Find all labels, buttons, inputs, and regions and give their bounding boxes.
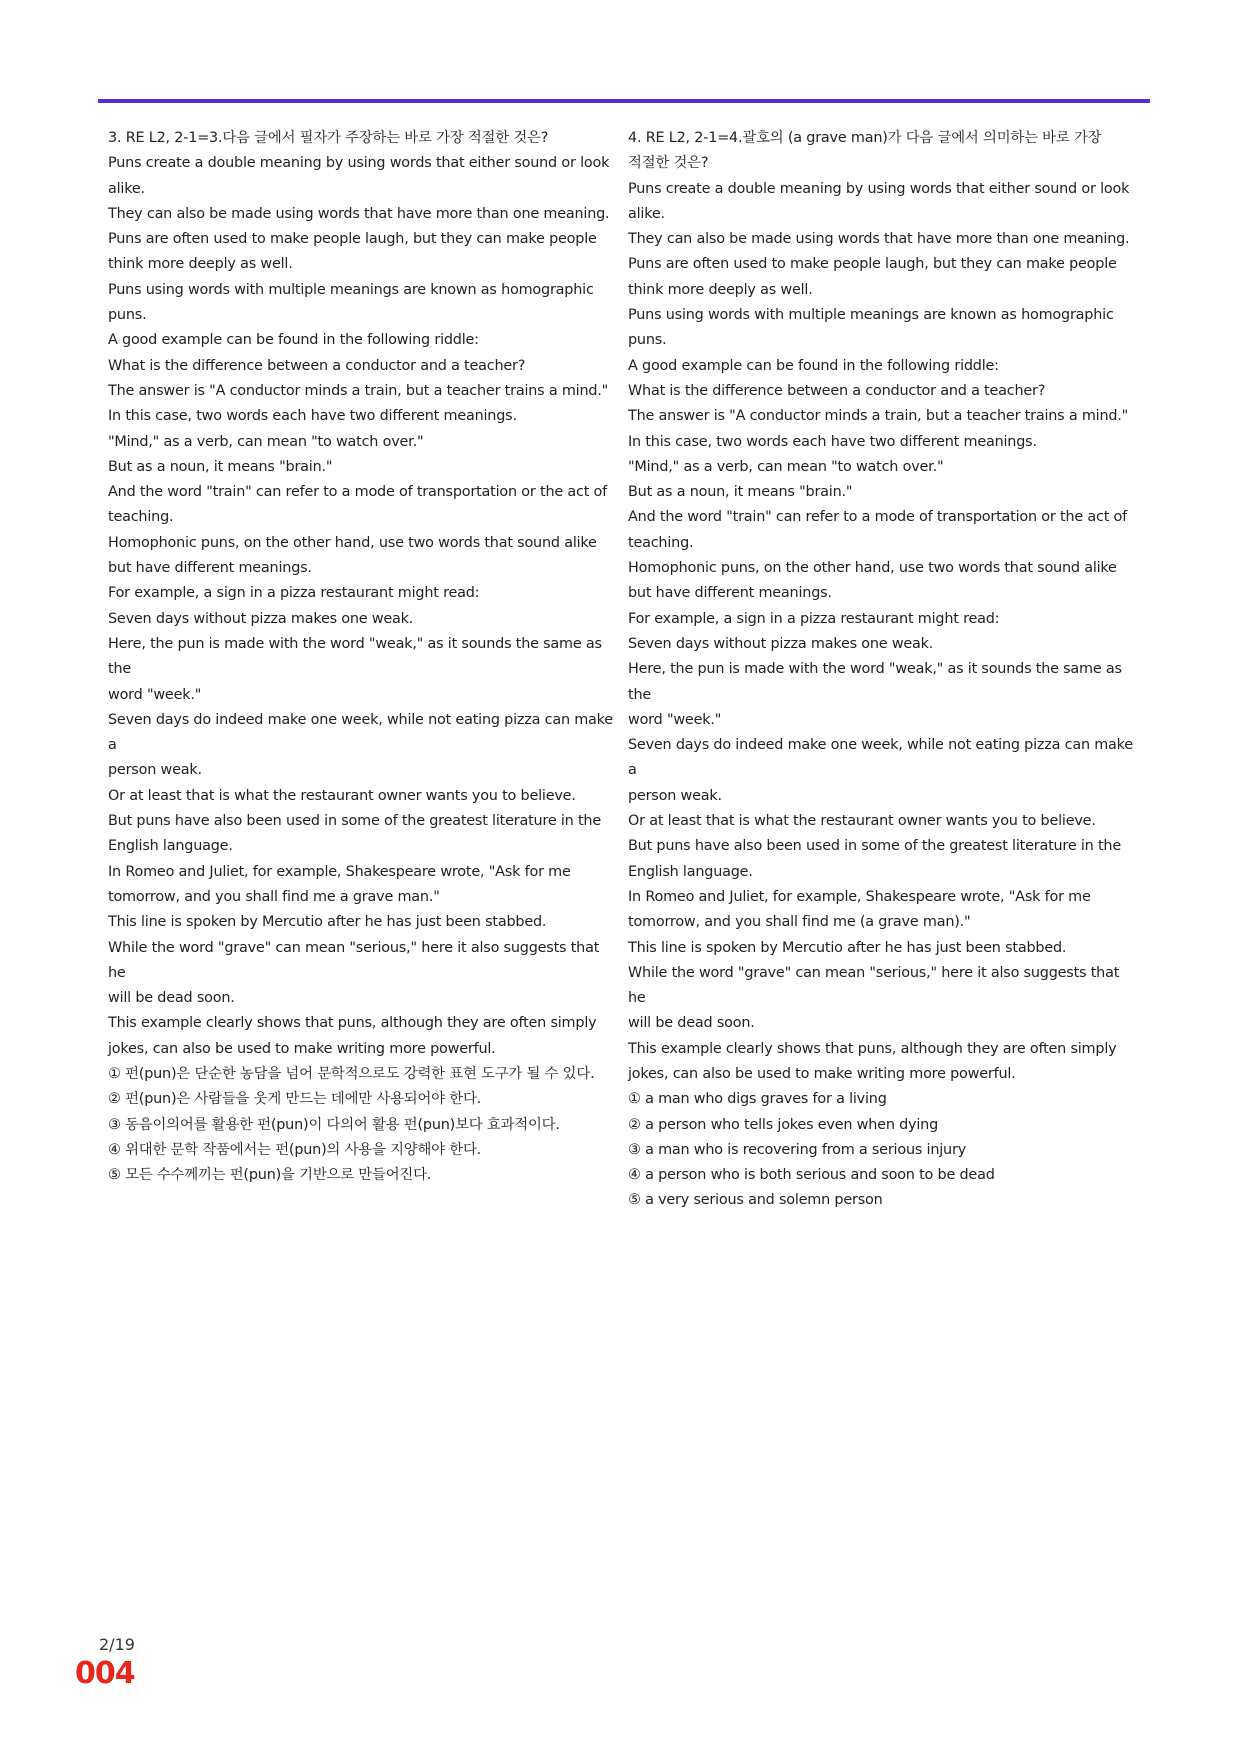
document-code: 004 (75, 1656, 135, 1691)
passage-line: "Mind," as a verb, can mean "to watch over." (628, 458, 944, 475)
passage-line: will be dead soon. (628, 1015, 755, 1032)
answer-option: ① 펀(pun)은 단순한 농담을 넘어 문학적으로도 강력한 표현 도구가 될 수 있다. (108, 1065, 595, 1082)
passage-line: person weak. (628, 787, 722, 804)
question-3 (108, 126, 620, 1188)
question-4-title-line: 4. RE L2, 2-1=4.괄호의 (a grave man)가 다음 글에서 의미하는 바로 가장 (628, 130, 1102, 146)
passage-line: Puns using words with multiple meanings are known as homographic (628, 307, 1114, 324)
passage-line: The answer is "A conductor minds a train, but a teacher trains a mind." (108, 382, 609, 399)
passage-line: For example, a sign in a pizza restaurant might read: (628, 610, 1000, 627)
passage-line: puns. (108, 307, 147, 324)
passage-line: Homophonic puns, on the other hand, use two words that sound alike (108, 534, 597, 551)
passage-line: jokes, can also be used to make writing more powerful. (108, 1040, 496, 1057)
passage-line: Puns are often used to make people laugh, but they can make people (108, 231, 597, 248)
passage-line: Puns are often used to make people laugh, but they can make people (628, 256, 1117, 273)
question-4-title-line: 적절한 것은? (628, 155, 709, 172)
page-number: 2/19 (99, 1635, 135, 1654)
top-rule (98, 99, 1150, 103)
passage-line: And the word "train" can refer to a mode of transportation or the act of (108, 484, 608, 501)
passage-line: Puns create a double meaning by using words that either sound or look (628, 180, 1130, 197)
passage-line: In this case, two words each have two different meanings. (628, 433, 1037, 450)
passage-line: alike. (108, 180, 145, 197)
passage-line: will be dead soon. (108, 990, 235, 1007)
answer-option: ⑤ a very serious and solemn person (628, 1192, 883, 1209)
question-4-passage (628, 177, 1140, 1088)
question-4-options (628, 1087, 1140, 1213)
passage-line: teaching. (628, 534, 694, 551)
passage-line: But puns have also been used in some of the greatest literature in the (108, 813, 601, 830)
passage-line: In Romeo and Juliet, for example, Shakespeare wrote, "Ask for me (628, 888, 1091, 905)
passage-line: For example, a sign in a pizza restaurant might read: (108, 585, 480, 602)
passage-line: But as a noun, it means "brain." (628, 484, 853, 501)
passage-line: think more deeply as well. (108, 256, 293, 273)
passage-line: This example clearly shows that puns, although they are often simply (628, 1040, 1117, 1057)
passage-line: puns. (628, 332, 667, 349)
passage-line: Seven days do indeed make one week, while not eating pizza can make a (628, 737, 1138, 779)
passage-line: What is the difference between a conductor and a teacher? (628, 382, 1046, 399)
passage-line: A good example can be found in the following riddle: (628, 357, 999, 374)
passage-line: In Romeo and Juliet, for example, Shakespeare wrote, "Ask for me (108, 863, 571, 880)
passage-line: word "week." (628, 711, 722, 728)
passage-line: think more deeply as well. (628, 281, 813, 298)
passage-line: Puns using words with multiple meanings are known as homographic (108, 281, 594, 298)
passage-line: person weak. (108, 762, 202, 779)
passage-line: Here, the pun is made with the word "weak," as it sounds the same as the (108, 635, 607, 678)
passage-line: Seven days without pizza makes one weak. (108, 610, 414, 627)
passage-line: teaching. (108, 509, 174, 526)
passage-line: But as a noun, it means "brain." (108, 458, 333, 475)
passage-line: A good example can be found in the following riddle: (108, 332, 479, 349)
answer-option: ③ a man who is recovering from a serious injury (628, 1141, 967, 1158)
question-3-passage (108, 151, 620, 1062)
passage-line: word "week." (108, 686, 202, 703)
passage-line: But puns have also been used in some of the greatest literature in the (628, 838, 1121, 855)
passage-line: but have different meanings. (108, 560, 312, 577)
passage-line: Homophonic puns, on the other hand, use two words that sound alike (628, 560, 1117, 577)
question-4 (628, 126, 1140, 1214)
passage-line: While the word "grave" can mean "serious," here it also suggests that he (108, 939, 604, 981)
passage-line: The answer is "A conductor minds a train, but a teacher trains a mind." (628, 408, 1129, 425)
passage-line: tomorrow, and you shall find me a grave man." (108, 888, 440, 905)
question-3-options (108, 1062, 620, 1188)
passage-line: In this case, two words each have two different meanings. (108, 408, 517, 425)
passage-line: This example clearly shows that puns, although they are often simply (108, 1015, 597, 1032)
passage-line: They can also be made using words that have more than one meaning. (628, 231, 1130, 248)
passage-line: They can also be made using words that have more than one meaning. (108, 205, 610, 222)
passage-line: alike. (628, 205, 665, 222)
answer-option: ④ 위대한 문학 작품에서는 펀(pun)의 사용을 지양해야 한다. (108, 1141, 482, 1158)
answer-option: ⑤ 모든 수수께끼는 펀(pun)을 기반으로 만들어진다. (108, 1167, 432, 1184)
passage-line: This line is spoken by Mercutio after he has just been stabbed. (628, 939, 1067, 956)
passage-line: Seven days without pizza makes one weak. (628, 635, 934, 652)
answer-option: ④ a person who is both serious and soon to be dead (628, 1167, 995, 1184)
passage-line: While the word "grave" can mean "serious," here it also suggests that he (628, 964, 1124, 1007)
answer-option: ② 펀(pun)은 사람들을 웃게 만드는 데에만 사용되어야 한다. (108, 1091, 482, 1108)
answer-option: ③ 동음이의어를 활용한 펀(pun)이 다의어 활용 펀(pun)보다 효과적이다. (108, 1116, 560, 1133)
question-3-title: 3. RE L2, 2-1=3.다음 글에서 필자가 주장하는 바로 가장 적절한 것은? (108, 130, 549, 146)
answer-option: ② a person who tells jokes even when dying (628, 1116, 939, 1133)
passage-line: Or at least that is what the restaurant owner wants you to believe. (108, 787, 576, 804)
passage-line: Seven days do indeed make one week, while not eating pizza can make a (108, 711, 618, 754)
passage-line: This line is spoken by Mercutio after he has just been stabbed. (108, 914, 547, 931)
passage-line: English language. (108, 838, 233, 855)
passage-line: "Mind," as a verb, can mean "to watch over." (108, 433, 424, 450)
passage-line: but have different meanings. (628, 585, 832, 602)
passage-line: tomorrow, and you shall find me (a grave man)." (628, 914, 971, 931)
answer-option: ① a man who digs graves for a living (628, 1091, 887, 1108)
passage-line: Puns create a double meaning by using words that either sound or look (108, 155, 610, 172)
question-4-title (628, 126, 1140, 177)
passage-line: jokes, can also be used to make writing more powerful. (628, 1065, 1016, 1082)
passage-line: What is the difference between a conductor and a teacher? (108, 357, 526, 374)
passage-line: Here, the pun is made with the word "weak," as it sounds the same as the (628, 661, 1127, 703)
passage-line: Or at least that is what the restaurant owner wants you to believe. (628, 813, 1096, 830)
passage-line: English language. (628, 863, 753, 880)
passage-line: And the word "train" can refer to a mode of transportation or the act of (628, 509, 1128, 526)
